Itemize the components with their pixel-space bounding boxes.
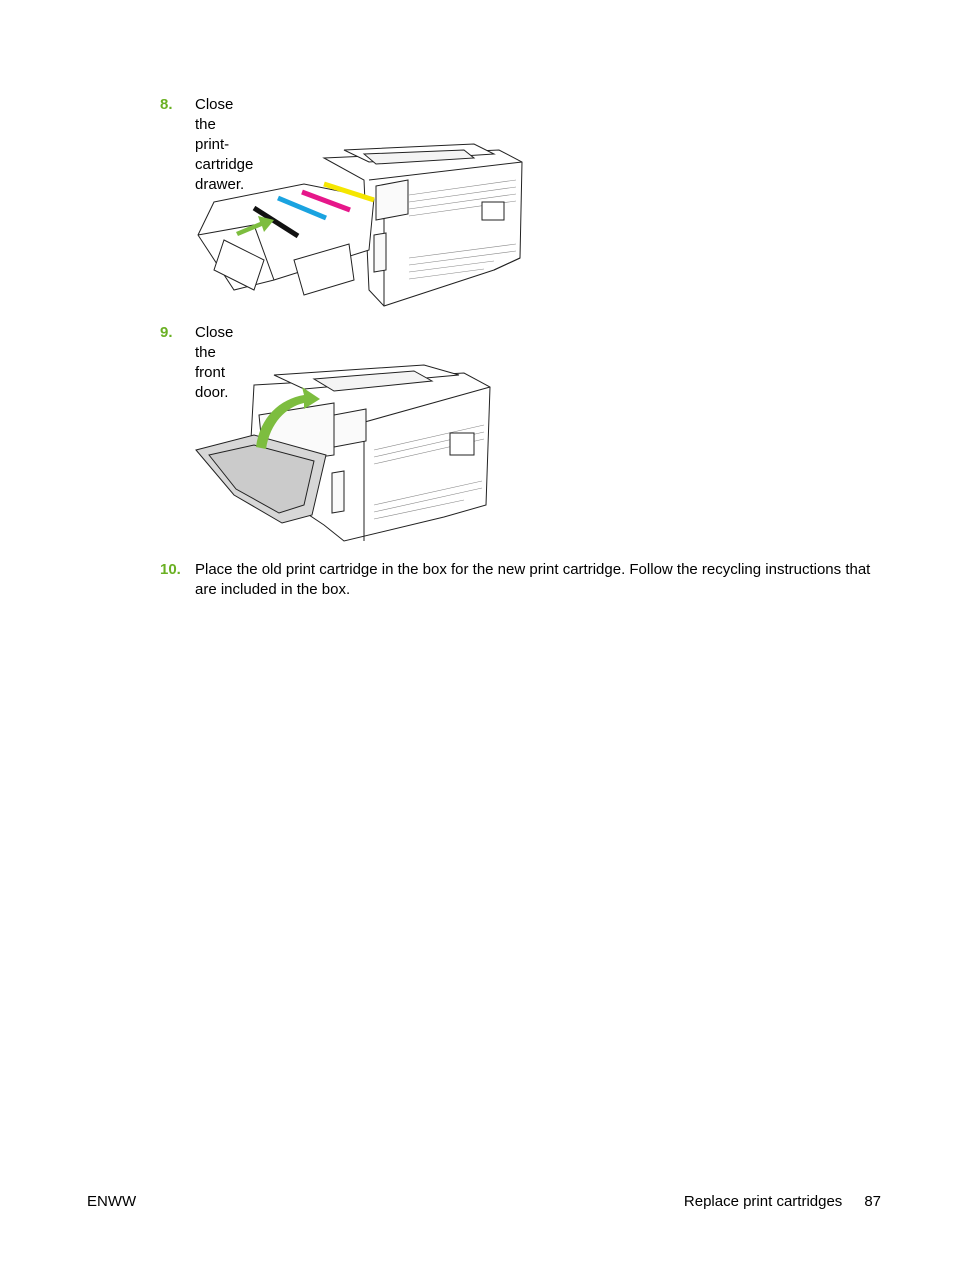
footer-right [684,1192,881,1212]
step-text: Place the old print cartridge in the box for the new print cartridge. Follow the recycling instructions that are included in the box. [195,561,871,598]
step-text: Close the print-cartridge drawer. [195,96,254,193]
step-text: Close the front door. [195,324,234,401]
step-number: 10. [160,561,181,578]
footer-left: ENWW [87,1193,137,1210]
printer-front-door-illustration [194,355,492,545]
printer-drawer-illustration [194,140,526,308]
footer-section-title: Replace print cartridges [683,1193,843,1210]
step-number: 9. [160,324,173,341]
page-number: 87 [864,1193,881,1210]
step-number: 8. [160,96,173,113]
